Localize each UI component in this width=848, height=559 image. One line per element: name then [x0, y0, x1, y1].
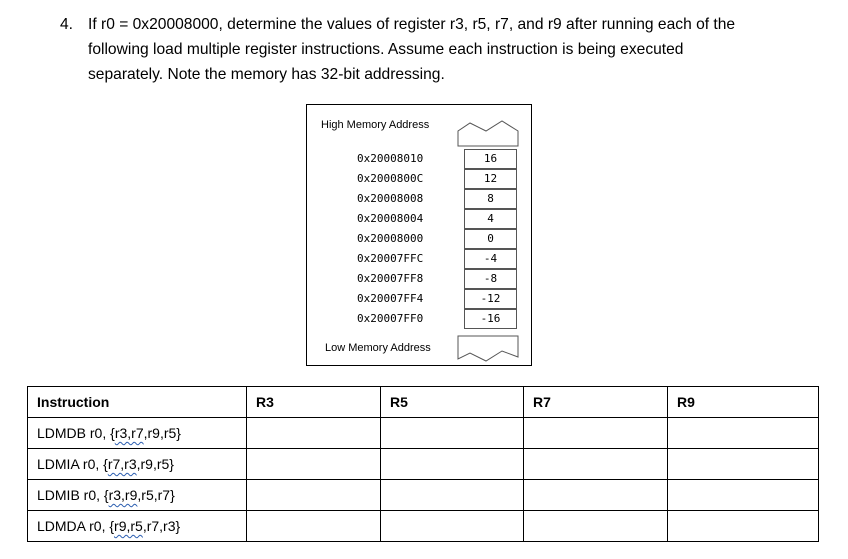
memory-value: -16	[464, 309, 517, 329]
table-row	[28, 480, 819, 511]
memory-address: 0x20008000	[357, 232, 424, 245]
answer-cell-r3[interactable]	[247, 449, 381, 480]
answer-cell-r7[interactable]	[524, 511, 668, 542]
memory-value: 0	[464, 229, 517, 249]
memory-row	[307, 169, 533, 189]
memory-diagram	[306, 104, 532, 366]
high-memory-label: High Memory Address	[321, 119, 430, 131]
memory-value: 16	[464, 149, 517, 169]
instruction-cell: LDMDB r0, {r3,r7,r9,r5}	[28, 418, 247, 449]
memory-break-top	[454, 117, 522, 147]
memory-row	[307, 269, 533, 289]
header-r7: R7	[524, 387, 668, 418]
memory-row	[307, 189, 533, 209]
memory-row	[307, 249, 533, 269]
memory-address: 0x20007FF8	[357, 272, 424, 285]
answer-cell-r9[interactable]	[668, 449, 819, 480]
question-text	[88, 12, 823, 87]
header-instruction: Instruction	[28, 387, 247, 418]
instruction-cell: LDMDA r0, {r9,r5,r7,r3}	[28, 511, 247, 542]
memory-address: 0x20008010	[357, 152, 424, 165]
memory-break-bottom	[454, 335, 522, 365]
memory-value: -8	[464, 269, 517, 289]
answer-cell-r5[interactable]	[381, 480, 524, 511]
answer-cell-r5[interactable]	[381, 511, 524, 542]
memory-address: 0x2000800C	[357, 172, 424, 185]
memory-row	[307, 209, 533, 229]
header-r9: R9	[668, 387, 819, 418]
answer-cell-r7[interactable]	[524, 418, 668, 449]
answer-cell-r9[interactable]	[668, 480, 819, 511]
question-line: following load multiple register instructions. Assume each instruction is being executed	[88, 41, 684, 58]
question-number: 4.	[60, 16, 74, 33]
instruction-cell: LDMIB r0, {r3,r9,r5,r7}	[28, 480, 247, 511]
answer-cell-r9[interactable]	[668, 418, 819, 449]
header-r3: R3	[247, 387, 381, 418]
answer-cell-r7[interactable]	[524, 449, 668, 480]
memory-address: 0x20008004	[357, 212, 424, 225]
memory-value: -4	[464, 249, 517, 269]
answer-cell-r7[interactable]	[524, 480, 668, 511]
answer-cell-r5[interactable]	[381, 449, 524, 480]
memory-value: 12	[464, 169, 517, 189]
table-row	[28, 511, 819, 542]
table-row	[28, 418, 819, 449]
memory-row	[307, 149, 533, 169]
memory-row	[307, 229, 533, 249]
memory-address: 0x20007FFC	[357, 252, 424, 265]
answer-cell-r9[interactable]	[668, 511, 819, 542]
question-line: If r0 = 0x20008000, determine the values of register r3, r5, r7, and r9 after running each of the	[88, 16, 736, 33]
table-header-row	[28, 387, 819, 418]
table-row	[28, 449, 819, 480]
instruction-cell: LDMIA r0, {r7,r3,r9,r5}	[28, 449, 247, 480]
memory-row	[307, 289, 533, 309]
memory-value: -12	[464, 289, 517, 309]
memory-address: 0x20007FF4	[357, 292, 424, 305]
answer-cell-r3[interactable]	[247, 511, 381, 542]
question-line: separately. Note the memory has 32-bit addressing.	[88, 66, 445, 83]
answer-cell-r5[interactable]	[381, 418, 524, 449]
low-memory-label: Low Memory Address	[325, 342, 431, 354]
answer-cell-r3[interactable]	[247, 418, 381, 449]
memory-value: 4	[464, 209, 517, 229]
memory-value: 8	[464, 189, 517, 209]
memory-address: 0x20008008	[357, 192, 424, 205]
memory-address: 0x20007FF0	[357, 312, 424, 325]
answer-table	[27, 386, 819, 542]
memory-row	[307, 309, 533, 329]
header-r5: R5	[381, 387, 524, 418]
answer-cell-r3[interactable]	[247, 480, 381, 511]
